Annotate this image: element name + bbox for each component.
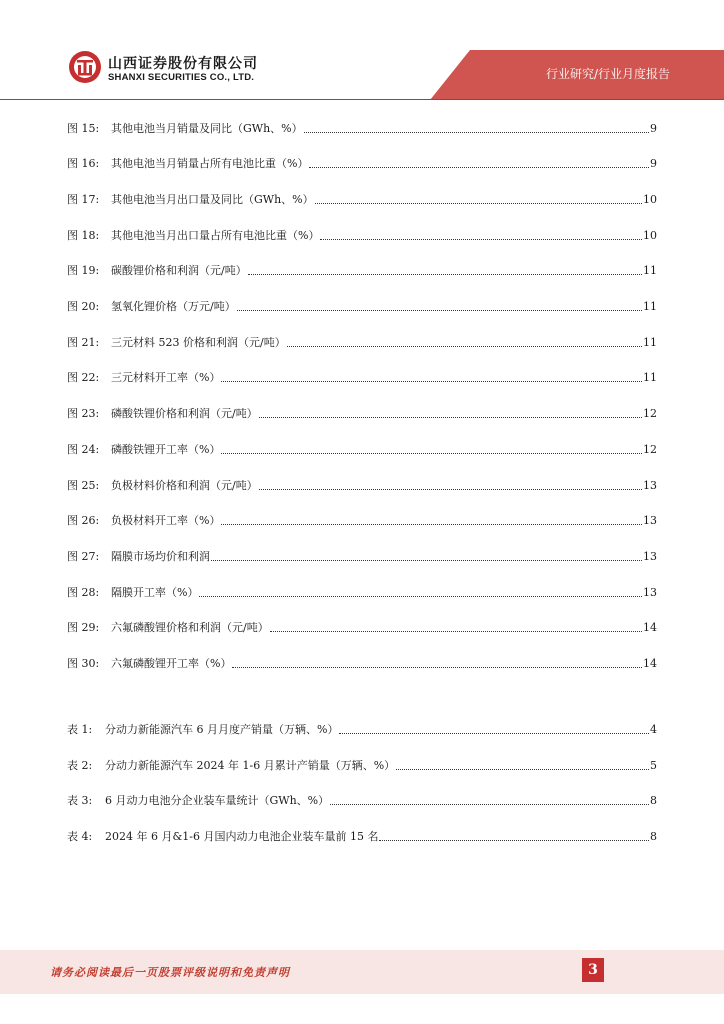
toc-page: 14 bbox=[643, 621, 657, 634]
toc-label: 表 3: bbox=[67, 794, 93, 807]
toc-entry[interactable] bbox=[67, 585, 657, 601]
toc-label: 图 26: bbox=[67, 514, 100, 527]
toc-entry[interactable] bbox=[67, 829, 657, 845]
toc-page: 11 bbox=[643, 371, 657, 384]
toc-leader bbox=[315, 202, 642, 204]
toc-entry[interactable] bbox=[67, 370, 657, 386]
toc-entry[interactable] bbox=[67, 442, 657, 458]
toc-label: 图 23: bbox=[67, 407, 100, 420]
toc-title: 三元材料开工率（%） bbox=[111, 371, 221, 384]
toc-page: 4 bbox=[650, 723, 657, 736]
toc-entry[interactable] bbox=[67, 478, 657, 494]
toc-leader bbox=[199, 595, 642, 597]
company-name-cn: 山西证券股份有限公司 bbox=[108, 56, 258, 72]
toc-leader bbox=[304, 131, 649, 133]
toc-title: 隔膜开工率（%） bbox=[111, 586, 199, 599]
toc-label: 图 27: bbox=[67, 550, 100, 563]
toc-entry[interactable] bbox=[67, 263, 657, 279]
toc-entry[interactable] bbox=[67, 656, 657, 672]
toc-title: 2024 年 6 月&1-6 月国内动力电池企业装车量前 15 名 bbox=[105, 830, 379, 843]
toc-page: 8 bbox=[650, 830, 657, 843]
toc-title: 碳酸锂价格和利润（元/吨） bbox=[111, 264, 247, 277]
toc-label: 图 21: bbox=[67, 336, 100, 349]
toc-page: 13 bbox=[643, 514, 657, 527]
toc-label: 表 1: bbox=[67, 723, 93, 736]
toc-title: 其他电池当月出口量及同比（GWh、%） bbox=[111, 193, 314, 206]
toc-title: 其他电池当月出口量占所有电池比重（%） bbox=[111, 229, 320, 242]
toc-entry[interactable] bbox=[67, 156, 657, 172]
toc-label: 图 15: bbox=[67, 122, 100, 135]
toc-entry[interactable] bbox=[67, 758, 657, 774]
toc-leader bbox=[259, 416, 642, 418]
toc-entry[interactable] bbox=[67, 228, 657, 244]
toc-page: 10 bbox=[643, 193, 657, 206]
toc-leader bbox=[259, 488, 642, 490]
toc-page: 12 bbox=[643, 443, 657, 456]
toc-label: 图 16: bbox=[67, 157, 100, 170]
toc-title: 三元材料 523 价格和利润（元/吨） bbox=[111, 336, 286, 349]
toc-title: 负极材料价格和利润（元/吨） bbox=[111, 479, 258, 492]
toc-page: 11 bbox=[643, 264, 657, 277]
toc-entry[interactable] bbox=[67, 121, 657, 137]
toc-leader bbox=[221, 380, 642, 382]
toc-page: 11 bbox=[643, 300, 657, 313]
toc-title: 其他电池当月销量及同比（GWh、%） bbox=[111, 122, 303, 135]
toc-page: 9 bbox=[650, 122, 657, 135]
toc-entry[interactable] bbox=[67, 192, 657, 208]
toc-label: 图 22: bbox=[67, 371, 100, 384]
toc-title: 其他电池当月销量占所有电池比重（%） bbox=[111, 157, 309, 170]
toc-leader bbox=[232, 666, 642, 668]
toc-title: 分动力新能源汽车 2024 年 1-6 月累计产销量（万辆、%） bbox=[105, 759, 396, 772]
toc-leader bbox=[320, 238, 642, 240]
toc-label: 图 20: bbox=[67, 300, 100, 313]
toc-label: 图 30: bbox=[67, 657, 100, 670]
toc-leader bbox=[237, 309, 642, 311]
toc-page: 14 bbox=[643, 657, 657, 670]
toc-entry[interactable] bbox=[67, 406, 657, 422]
toc-leader bbox=[339, 732, 649, 734]
page-number: 3 bbox=[582, 958, 604, 982]
toc-title: 隔膜市场均价和利润 bbox=[111, 550, 210, 563]
toc-title: 六氟磷酸锂开工率（%） bbox=[111, 657, 232, 670]
toc-page: 5 bbox=[650, 759, 657, 772]
toc-leader bbox=[221, 523, 642, 525]
toc-label: 图 19: bbox=[67, 264, 100, 277]
toc-entry[interactable] bbox=[67, 335, 657, 351]
toc-label: 图 18: bbox=[67, 229, 100, 242]
toc-page: 11 bbox=[643, 336, 657, 349]
toc-entry[interactable] bbox=[67, 549, 657, 565]
toc-page: 10 bbox=[643, 229, 657, 242]
header-banner bbox=[0, 0, 724, 100]
report-type: 行业研究/行业月度报告 bbox=[545, 67, 670, 81]
toc-leader bbox=[287, 345, 642, 347]
toc-label: 图 28: bbox=[67, 586, 100, 599]
toc-label: 表 4: bbox=[67, 830, 93, 843]
toc-leader bbox=[248, 273, 642, 275]
toc-page: 8 bbox=[650, 794, 657, 807]
toc-title: 磷酸铁锂价格和利润（元/吨） bbox=[111, 407, 258, 420]
toc-title: 六氟磷酸锂价格和利润（元/吨） bbox=[111, 621, 269, 634]
toc-label: 图 25: bbox=[67, 479, 100, 492]
toc-leader bbox=[330, 803, 649, 805]
toc-entry[interactable] bbox=[67, 793, 657, 809]
company-name-en: SHANXI SECURITIES CO., LTD. bbox=[108, 72, 255, 83]
company-logo bbox=[68, 50, 102, 84]
toc-page: 13 bbox=[643, 550, 657, 563]
toc-leader bbox=[211, 559, 642, 561]
toc-label: 图 29: bbox=[67, 621, 100, 634]
toc-title: 氢氧化锂价格（万元/吨） bbox=[111, 300, 236, 313]
toc-label: 表 2: bbox=[67, 759, 93, 772]
toc-label: 图 24: bbox=[67, 443, 100, 456]
toc-leader bbox=[309, 166, 649, 168]
toc-leader bbox=[221, 452, 642, 454]
toc-entry[interactable] bbox=[67, 620, 657, 636]
toc-title: 磷酸铁锂开工率（%） bbox=[111, 443, 221, 456]
toc-leader bbox=[270, 630, 642, 632]
page-header bbox=[0, 0, 724, 100]
toc-entry[interactable] bbox=[67, 513, 657, 529]
toc-page: 13 bbox=[643, 586, 657, 599]
toc-label: 图 17: bbox=[67, 193, 100, 206]
toc-entry[interactable] bbox=[67, 299, 657, 315]
toc-leader bbox=[379, 839, 649, 841]
toc-page: 13 bbox=[643, 479, 657, 492]
toc-leader bbox=[396, 768, 649, 770]
toc-title: 负极材料开工率（%） bbox=[111, 514, 221, 527]
toc-page: 12 bbox=[643, 407, 657, 420]
disclaimer-note: 请务必阅读最后一页股票评级说明和免责声明 bbox=[50, 966, 290, 979]
toc-title: 6 月动力电池分企业装车量统计（GWh、%） bbox=[105, 794, 330, 807]
toc-title: 分动力新能源汽车 6 月月度产销量（万辆、%） bbox=[105, 723, 339, 736]
toc-page: 9 bbox=[650, 157, 657, 170]
toc-entry[interactable] bbox=[67, 722, 657, 738]
